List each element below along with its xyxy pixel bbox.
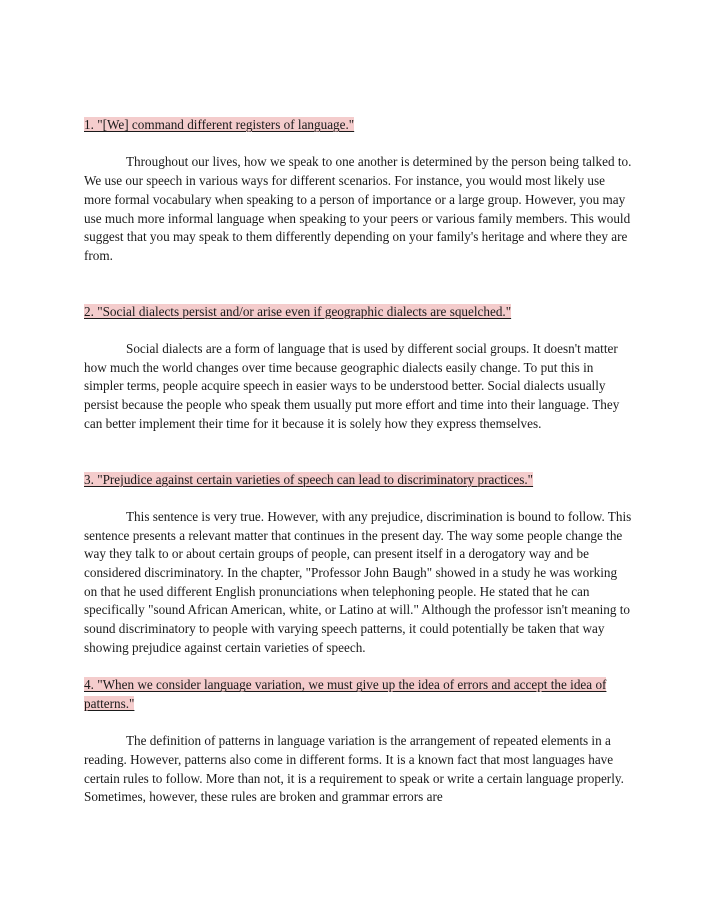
section-spacer — [84, 266, 632, 303]
section-2 — [84, 303, 632, 434]
spacer — [84, 714, 632, 733]
section-3-body: This sentence is very true. However, with any prejudice, discrimination is bound to follow. This sentence presents a relevant matter that continues in the present day. The way some people change the way they talk to or about certain groups of people, can present itself in a derogatory way and be considered discriminatory. In the chapter, "Professor John Baugh" showed in a study he was working on that he used different English pronunciations when telephoning people. He stated that he can specifically "sound African American, white, or Latino at will." Although the professor isn't meaning to sound discriminatory to people with varying speech patterns, it could potentially be taken that way showing prejudice against certain varieties of speech. — [84, 508, 632, 655]
spacer — [84, 489, 632, 508]
section-2-heading — [84, 303, 632, 322]
section-3 — [84, 471, 632, 658]
section-2-body: Social dialects are a form of language that is used by different social groups. It doesn't matter how much the world changes over time because geographic dialects easily change. To put this in simpler terms, people acquire speech in easier ways to be understood better. Social dialects usually persist because the people who speak them usually put more effort and time into their language. They can better implement their time for it because it is solely how they express themselves. — [84, 341, 620, 431]
section-1-heading-text: 1. "[We] command different registers of language." — [84, 117, 355, 132]
section-4-heading-text: 4. "When we consider language variation, we must give up the idea of errors and accept the idea of patterns." — [84, 677, 607, 711]
document-content — [84, 116, 632, 807]
section-spacer — [84, 658, 632, 677]
section-3-heading — [84, 471, 632, 490]
section-4-body: The definition of patterns in language variation is the arrangement of repeated elements in a reading. However, patterns also come in different forms. It is a known fact that most languages have certain rules to follow. More than not, it is a requirement to speak or write a certain language properly. Sometimes, however, these rules are broken and grammar errors are — [84, 733, 624, 805]
section-spacer — [84, 434, 632, 471]
section-2-heading-text: 2. "Social dialects persist and/or arise even if geographic dialects are squelched." — [84, 303, 512, 319]
spacer — [84, 135, 632, 154]
spacer — [84, 321, 632, 340]
section-1-heading — [84, 116, 632, 135]
section-1-body: Throughout our lives, how we speak to one another is determined by the person being talked to. We use our speech in various ways for different scenarios. For instance, you would most likely use more formal vocabulary when speaking to a person of importance or a large group. However, you may use much more informal language when speaking to your peers or various family members. This would suggest that you may speak to them differently depending on your family's heritage and where they are from. — [84, 154, 632, 263]
section-4 — [84, 676, 632, 807]
section-1 — [84, 116, 632, 266]
section-4-heading — [84, 676, 632, 713]
section-3-heading-text: 3. "Prejudice against certain varieties of speech can lead to discriminatory practices." — [84, 471, 534, 487]
